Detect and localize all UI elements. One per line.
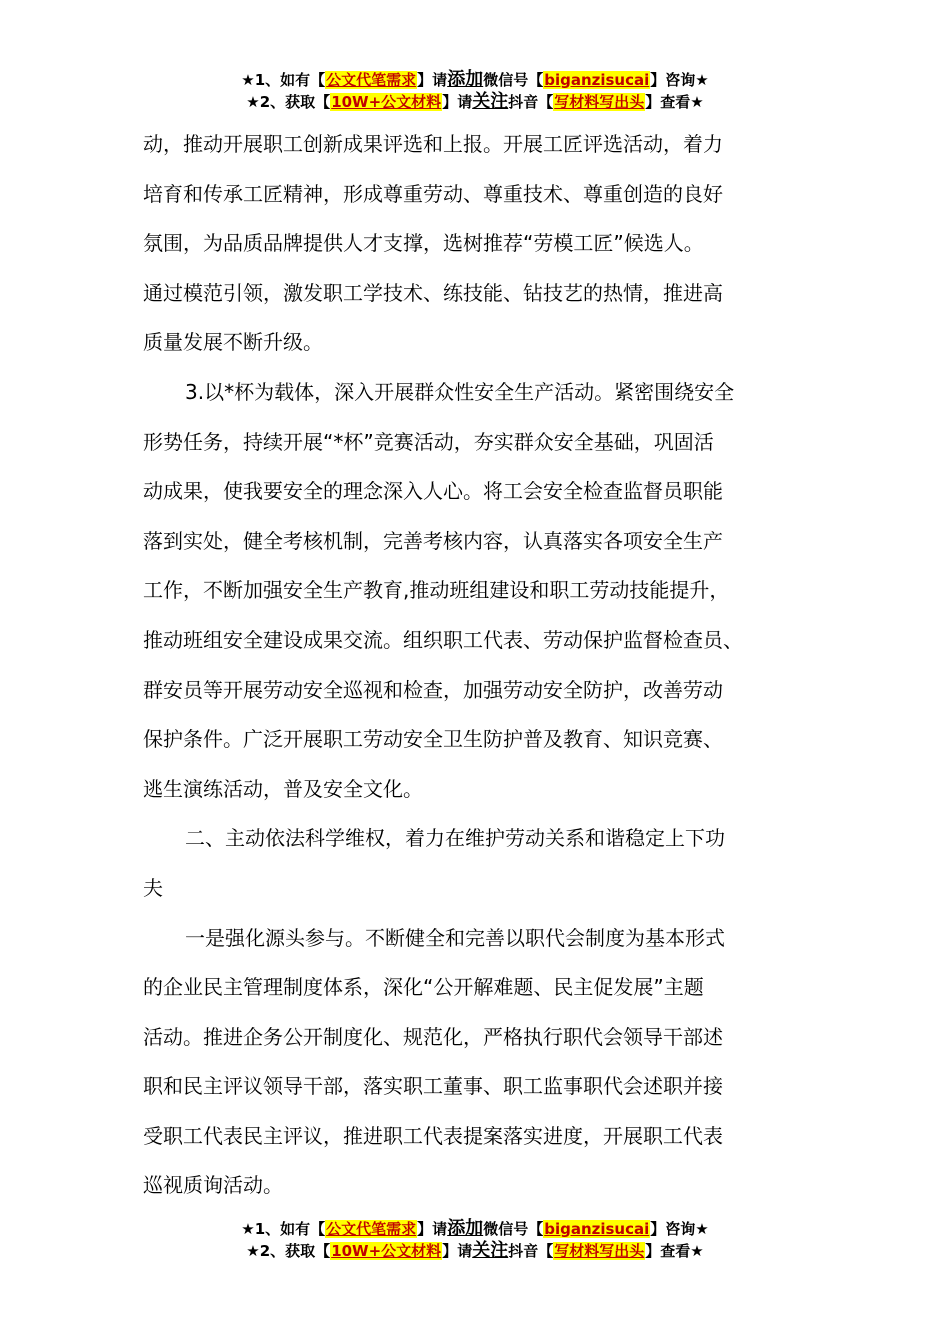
banner-text: 】查看★: [645, 93, 704, 111]
header-banner: [0, 69, 950, 113]
text-line: 推动班组安全建设成果交流。组织职工代表、劳动保护监督检查员、: [143, 627, 743, 652]
banner-text: 微信号【: [483, 71, 544, 89]
banner-line-2: [0, 91, 950, 113]
emphasis-text: 添加: [447, 69, 484, 90]
banner-text: ★1、如有【: [241, 71, 326, 89]
text-line: 夫: [143, 875, 163, 900]
text-line: 形势任务，持续开展“*杯”竞赛活动，夯实群众安全基础，巩固活: [143, 429, 714, 454]
document-body: [143, 120, 813, 1211]
section-heading: [143, 814, 813, 913]
banner-line-1: [0, 69, 950, 91]
highlight-wechat-id: biganzisucai: [544, 71, 650, 89]
emphasis-text: 关注: [472, 1240, 509, 1261]
text-line: 落到实处，健全考核机制，完善考核内容，认真落实各项安全生产: [143, 528, 723, 553]
emphasis-text: 添加: [447, 1218, 484, 1239]
banner-text: 】查看★: [645, 1242, 704, 1260]
text-line: 受职工代表民主评议，推进职工代表提案落实进度，开展职工代表: [143, 1123, 723, 1148]
highlight-douyin-account: 写材料写出头: [554, 93, 645, 111]
text-line: 培育和传承工匠精神，形成尊重劳动、尊重技术、尊重创造的良好: [143, 181, 723, 206]
text-line: 保护条件。广泛开展职工劳动安全卫生防护普及教育、知识竞赛、: [143, 727, 723, 752]
banner-text: ★2、获取【: [246, 93, 331, 111]
text-line: 的企业民主管理制度体系，深化“公开解难题、民主促发展”主题: [143, 975, 704, 1000]
text-line: 3.以*杯为载体，深入开展群众性安全生产活动。紧密围绕安全: [185, 379, 735, 404]
banner-text: 】请: [417, 71, 448, 89]
paragraph-3: [143, 914, 813, 1212]
text-line: 一是强化源头参与。不断健全和完善以职代会制度为基本形式: [185, 925, 725, 950]
banner-text: 抖音【: [508, 1242, 554, 1260]
text-line: 职和民主评议领导干部，落实职工董事、职工监事职代会述职并接: [143, 1074, 723, 1099]
text-line: 氛围，为品质品牌提供人才支撑，选树推荐“劳模工匠”候选人。: [143, 231, 704, 256]
banner-text: 】请: [442, 1242, 473, 1260]
paragraph-1: [143, 120, 813, 368]
highlight-douyin-account: 写材料写出头: [554, 1242, 645, 1260]
paragraph-2: [143, 368, 813, 814]
banner-text: 】请: [417, 1220, 448, 1238]
banner-text: 】咨询★: [650, 1220, 709, 1238]
banner-text: 】咨询★: [650, 71, 709, 89]
banner-text: 微信号【: [483, 1220, 544, 1238]
banner-line-2: [0, 1240, 950, 1262]
highlight-service: 公文代笔需求: [326, 71, 417, 89]
banner-line-1: [0, 1218, 950, 1240]
highlight-wechat-id: biganzisucai: [544, 1220, 650, 1238]
text-line: 质量发展不断升级。: [143, 330, 323, 355]
highlight-materials: 10W+公文材料: [331, 1242, 442, 1260]
text-line: 群安员等开展劳动安全巡视和检查，加强劳动安全防护，改善劳动: [143, 677, 723, 702]
banner-text: ★1、如有【: [241, 1220, 326, 1238]
highlight-service: 公文代笔需求: [326, 1220, 417, 1238]
banner-text: ★2、获取【: [246, 1242, 331, 1260]
text-line: 巡视质询活动。: [143, 1173, 283, 1198]
text-line: 逃生演练活动，普及安全文化。: [143, 776, 423, 801]
text-line: 动，推动开展职工创新成果评选和上报。开展工匠评选活动，着力: [143, 132, 723, 156]
text-line: 二、主动依法科学维权，着力在维护劳动关系和谐稳定上下功: [185, 826, 725, 851]
text-line: 通过模范引领，激发职工学技术、练技能、钻技艺的热情，推进高: [143, 280, 723, 305]
banner-text: 】请: [442, 93, 473, 111]
banner-text: 抖音【: [508, 93, 554, 111]
emphasis-text: 关注: [472, 91, 509, 112]
text-line: 活动。推进企务公开制度化、规范化，严格执行职代会领导干部述: [143, 1024, 723, 1049]
highlight-materials: 10W+公文材料: [331, 93, 442, 111]
text-line: 工作，不断加强安全生产教育,推动班组建设和职工劳动技能提升，: [143, 578, 730, 603]
footer-banner: [0, 1218, 950, 1262]
text-line: 动成果，使我要安全的理念深入人心。将工会安全检查监督员职能: [143, 479, 723, 504]
